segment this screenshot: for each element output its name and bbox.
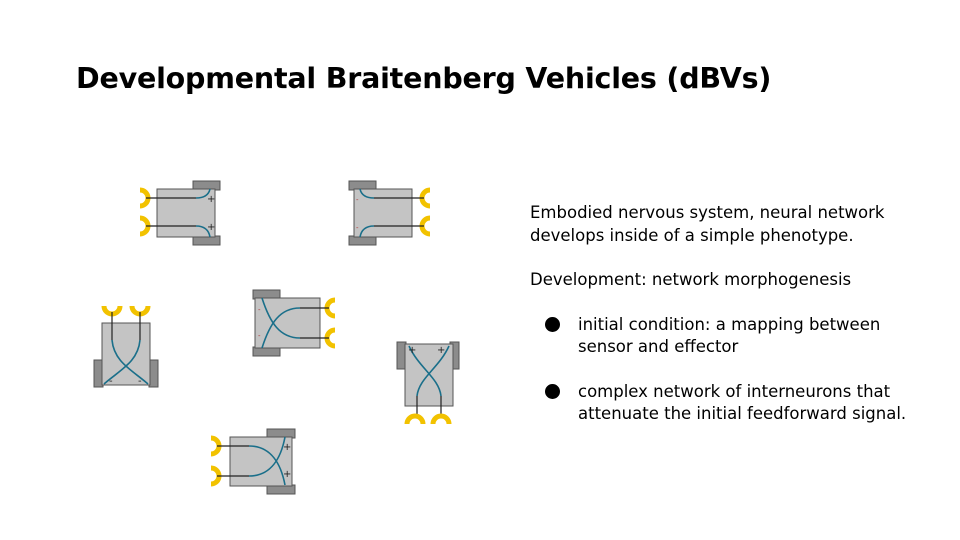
bullet-dot-icon bbox=[545, 317, 560, 332]
plus-sign: + bbox=[437, 345, 446, 356]
minus-sign: - bbox=[258, 306, 261, 314]
plus-sign: + bbox=[283, 469, 292, 480]
minus-sign: - bbox=[356, 224, 359, 232]
plus-sign: + bbox=[283, 442, 292, 453]
bullet-text: initial condition: a mapping between sensor and effector bbox=[578, 314, 881, 356]
minus-sign: - bbox=[258, 332, 261, 340]
bullet-dot-icon bbox=[545, 384, 560, 399]
paragraph-development: Development: network morphogenesis bbox=[530, 270, 852, 289]
slide-title: Developmental Braitenberg Vehicles (dBVs) bbox=[76, 62, 772, 95]
vehicle-5-crossed-excitatory bbox=[395, 338, 465, 430]
vehicle-1-straight-excitatory bbox=[134, 178, 224, 248]
plus-sign: + bbox=[408, 345, 417, 356]
minus-sign: - bbox=[356, 196, 359, 204]
vehicle-6-crossed-excitatory bbox=[205, 426, 297, 498]
vehicle-2-straight-inhibitory bbox=[346, 178, 436, 248]
minus-sign: - bbox=[109, 376, 113, 387]
bullet-item bbox=[530, 314, 930, 359]
minus-sign: - bbox=[138, 376, 142, 387]
paragraph-embodied: Embodied nervous system, neural network develops inside of a simple phenotype. bbox=[530, 203, 885, 245]
vehicle-4-crossed-inhibitory bbox=[250, 288, 340, 358]
bullet-item bbox=[530, 381, 930, 426]
plus-sign: + bbox=[207, 222, 216, 233]
vehicle-3-crossed-inhibitory bbox=[92, 300, 162, 392]
description-text bbox=[530, 202, 930, 426]
plus-sign: + bbox=[207, 194, 216, 205]
bullet-text: complex network of interneurons that attenuate the initial feedforward signal. bbox=[578, 381, 907, 423]
